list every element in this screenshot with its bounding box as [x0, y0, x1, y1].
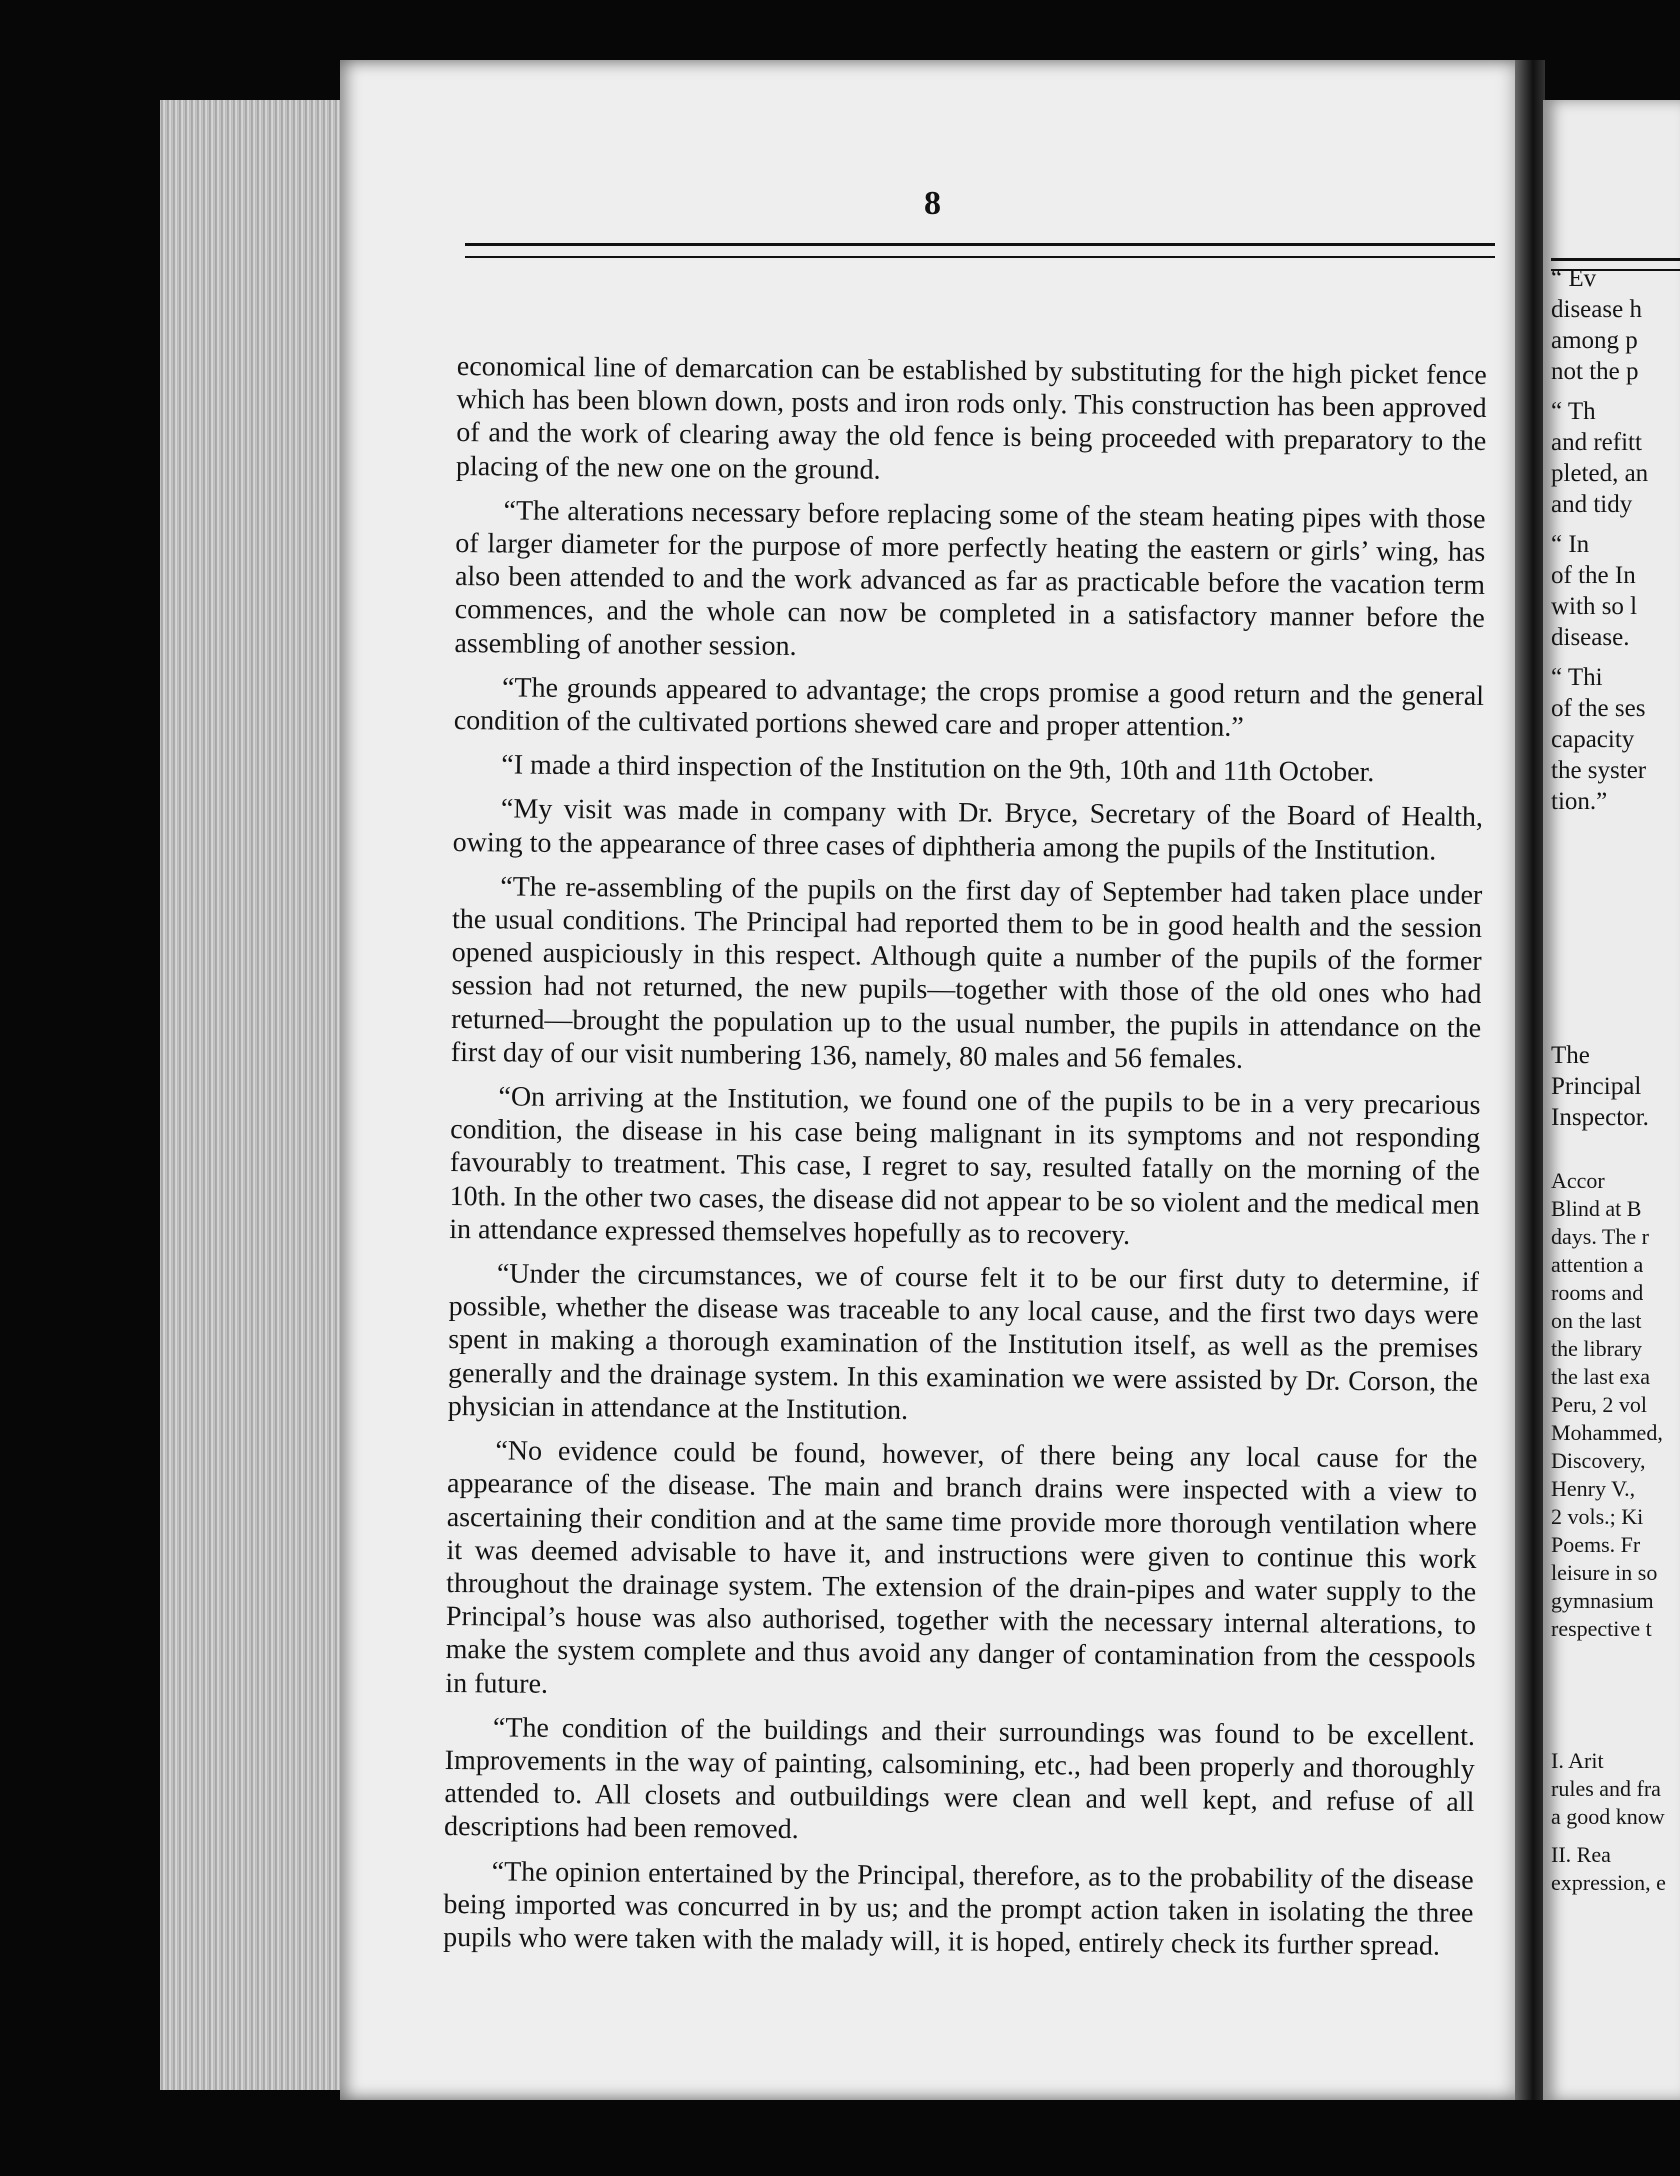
facing-page-line: Poems. Fr [1551, 1532, 1641, 1557]
paragraph: “I made a third inspection of the Institution on the 9th, 10th and 11th October. [501, 749, 1375, 789]
facing-page-line: a good know [1551, 1804, 1665, 1829]
paragraph: “My visit was made in company with Dr. Bryce, Secretary of the Board of Health, owing to the appearance of three cases of diphtheria among the pupils of the Institution. [452, 793, 1484, 867]
facing-page-line: respective t [1551, 1616, 1652, 1641]
facing-page-line: Accor [1551, 1168, 1605, 1193]
facing-page-line: rules and fra [1551, 1776, 1661, 1801]
facing-page-line: capacity [1551, 726, 1635, 753]
facing-page [1543, 100, 1680, 2100]
facing-page-line: 2 vols.; Ki [1551, 1504, 1644, 1529]
paragraph: “The opinion entertained by the Principal, therefore, as to the probability of the disease being imported was concurred in by us; and the prompt action taken in isolating the three pupils who were taken with the malady will, it is hoped, entirely check its further spread. [443, 1855, 1474, 1962]
facing-page-line: the syster [1551, 757, 1647, 784]
facing-page-line: on the last [1551, 1308, 1642, 1333]
facing-page-line: II. Rea [1551, 1842, 1611, 1867]
facing-page-line: pleted, an [1551, 460, 1649, 487]
facing-page-line: not the p [1551, 358, 1639, 385]
paragraph: “The re-assembling of the pupils on the first day of September had taken place under the usual conditions. The Principal had reported them to be in good health and the session opened auspiciously in this respect. Although quite a number of the pupils of the former session had not returned, the new pupils—together with those of the old ones who had returned—brought the population up to the usual number, the pupils in attendance on the first day of our visit numbering 136, namely, 80 males and 56 females. [450, 871, 1483, 1075]
book-page-edge [160, 100, 352, 2090]
facing-page-line: Discovery, [1551, 1448, 1646, 1473]
facing-page-line: Inspector. [1551, 1104, 1649, 1131]
facing-page-line: “ Th [1551, 398, 1596, 425]
facing-page-line: with so l [1551, 593, 1638, 620]
facing-page-line: The [1551, 1042, 1590, 1069]
facing-page-line: and tidy [1551, 491, 1633, 518]
facing-page-line: tion.” [1551, 788, 1608, 815]
facing-page-line: leisure in so [1551, 1560, 1658, 1585]
paragraph: “Under the circumstances, we of course felt it to be our first duty to determine, if possible, whether the disease was traceable to any local cause, and the first two days were spent in making a thorough examination of the Institution itself, as well as the premises generally and the drainage system. In this examination we were assisted by Dr. Corson, the physician in attendance at the Institution. [447, 1258, 1480, 1426]
document-page [340, 60, 1525, 2100]
facing-page-line: of the In [1551, 562, 1636, 589]
facing-page-line: gymnasium [1551, 1588, 1654, 1613]
facing-page-line: Mohammed, [1551, 1420, 1663, 1445]
facing-page-line: I. Arit [1551, 1748, 1604, 1773]
facing-page-line: among p [1551, 327, 1638, 354]
facing-page-line: expression, e [1551, 1870, 1666, 1895]
facing-page-line: days. The r [1551, 1224, 1649, 1249]
paragraph: “The condition of the buildings and their surroundings was found to be excellent. Improvements in the way of painting, calsomining, etc., had been properly and thoroughly attended to. All closets and outbuildings were clean and well kept, and refuse of all descriptions had been removed. [443, 1712, 1476, 1846]
facing-page-line: “ In [1551, 531, 1590, 558]
book-gutter [1515, 60, 1545, 2100]
paragraph: economical line of demarcation can be established by substituting for the high picket fence which has been blown down, posts and iron rods only. This construction has been approved of and the work of clearing away the old fence is being proceeded with preparatory to the placing of the new one on the ground. [455, 350, 1487, 486]
facing-page-line: and refitt [1551, 429, 1642, 456]
facing-page-line: “ Thi [1551, 664, 1603, 691]
facing-page-line: attention a [1551, 1252, 1644, 1277]
facing-page-line: Peru, 2 vol [1551, 1392, 1647, 1417]
paragraph: “On arriving at the Institution, we found one of the pupils to be in a very precarious condition, the disease in his case being malignant in its symptoms and not responding favourably to treatment. This case, I regret to say, resulted fatally on the morning of the 10th. In the other two cases, the disease did not appear to be so violent and the medical men in attendance expressed themselves hopefully as to recovery. [449, 1081, 1481, 1251]
page-number: 8 [924, 185, 941, 222]
header-double-rule [465, 243, 1495, 258]
paragraph: “The grounds appeared to advantage; the crops promise a good return and the general condition of the cultivated portions shewed care and proper attention.” [453, 672, 1485, 743]
facing-page-line: the library [1551, 1336, 1643, 1361]
facing-page-line: disease h [1551, 296, 1642, 323]
facing-page-line: disease. [1551, 624, 1630, 651]
paragraph: “No evidence could be found, however, of there being any local cause for the appearance of the disease. The main and branch drains were inspected with a view to ascertaining their condition and at the same time provide more thorough ventilation where it was deemed advisable to have it, and instructions were given to continue this work throughout the drainage system. The extension of the drain-pipes and water supply to the Principal’s house was also authorised, together with the necessary internal alterations, to make the system complete and thus avoid any danger of contamination from the cesspools in future. [445, 1435, 1478, 1700]
facing-page-line: rooms and [1551, 1280, 1644, 1305]
facing-page-line: the last exa [1551, 1364, 1650, 1389]
facing-page-line: Blind at B [1551, 1196, 1642, 1221]
facing-page-line: Henry V., [1551, 1476, 1636, 1501]
facing-page-line: Principal [1551, 1073, 1642, 1100]
body-text [443, 350, 1487, 1974]
facing-page-line: of the ses [1551, 695, 1646, 722]
facing-page-line: “ Ev [1551, 265, 1597, 292]
paragraph: “The alterations necessary before replacing some of the steam heating pipes with those of larger diameter for the purpose of more perfectly heating the eastern or girls’ wing, has also been attended to and the work advanced as far as practicable before the vacation term commences, and the whole can now be completed in a satisfactory manner before the assembling of another session. [454, 495, 1486, 662]
